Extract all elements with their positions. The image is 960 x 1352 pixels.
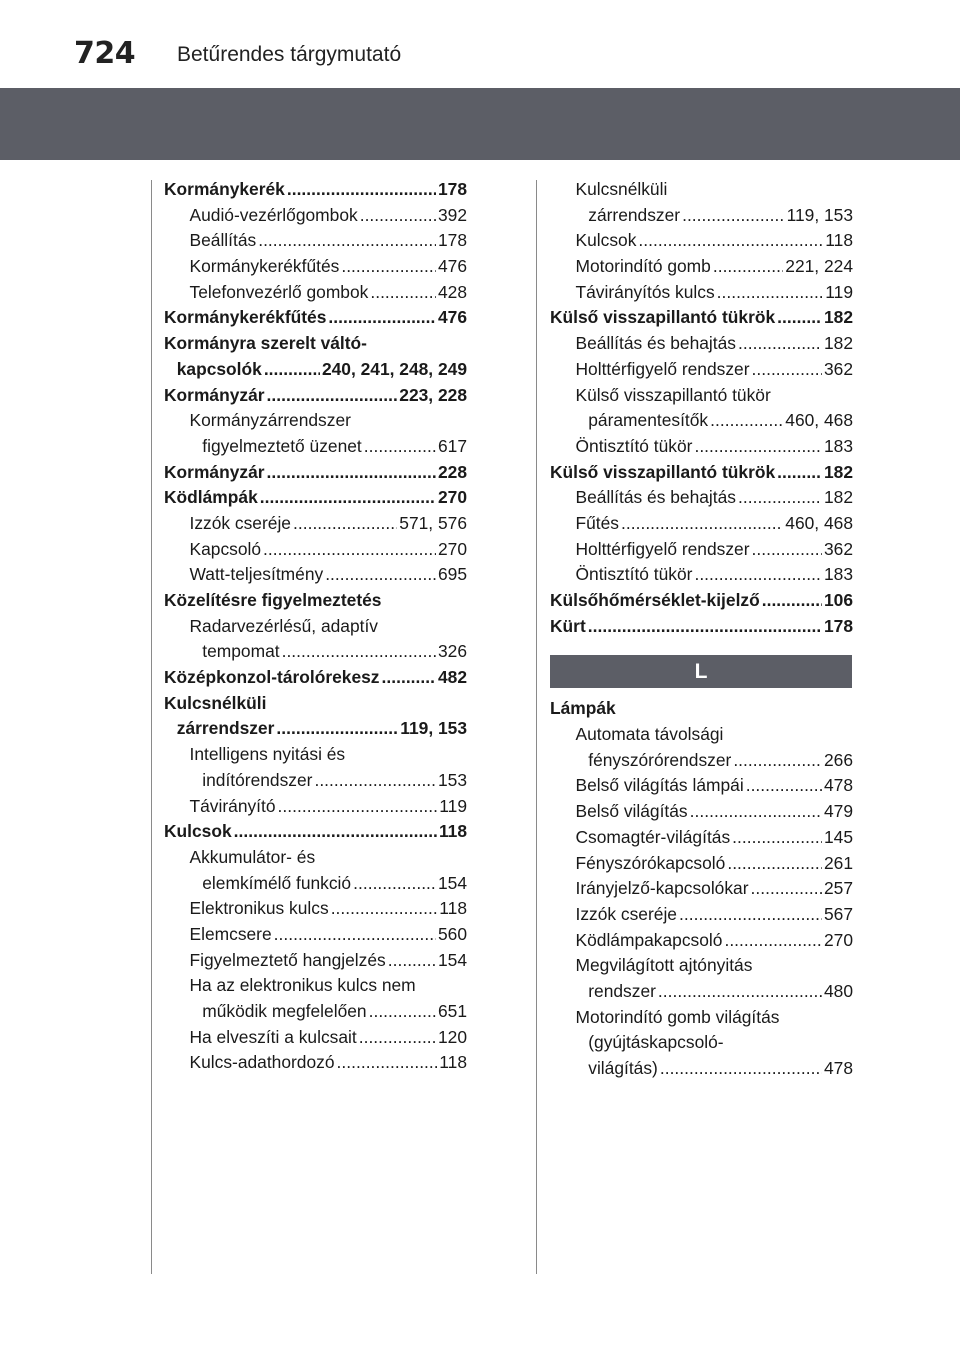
index-entry-label: Kormányzár (164, 384, 265, 405)
index-entry (164, 280, 467, 306)
dot-leader (258, 228, 436, 254)
dot-leader (369, 999, 436, 1025)
index-entry (164, 768, 467, 794)
index-entry (164, 254, 467, 280)
page-number: 724 (74, 36, 136, 71)
index-entry-pages: 182 (823, 461, 853, 482)
index-entry (550, 773, 853, 799)
index-entry (550, 588, 853, 614)
index-entry (550, 203, 853, 229)
dot-leader (738, 331, 822, 357)
index-entry-label: Külső visszapillantó tükör (575, 384, 771, 405)
dot-leader (733, 748, 822, 774)
index-entry (550, 434, 853, 460)
index-entry (164, 948, 467, 974)
index-entry-label: működik megfelelően (202, 1001, 367, 1021)
index-entry-pages: 362 (823, 358, 853, 379)
dot-leader (690, 799, 822, 825)
dot-leader (359, 1025, 436, 1051)
index-entry-pages: 118 (439, 898, 467, 919)
index-entry (550, 254, 853, 280)
index-entry (164, 562, 467, 588)
index-entry (550, 1005, 853, 1031)
index-entry-label: Öntisztító tükör (575, 564, 693, 585)
index-entry-label: Ha az elektronikus kulcs nem (189, 975, 416, 996)
index-entry-pages: 153 (437, 769, 467, 790)
dot-leader (234, 819, 437, 845)
dot-leader (278, 794, 438, 820)
index-entry-pages: 261 (823, 852, 853, 873)
dot-leader (738, 485, 822, 511)
index-entry-pages: 476 (437, 307, 467, 328)
index-entry-label: (gyújtáskapcsoló- (588, 1032, 724, 1053)
index-entry-label: Belső világítás lámpái (575, 775, 744, 796)
index-entry-pages: 257 (823, 878, 853, 899)
index-entry-pages: 560 (437, 923, 467, 944)
dot-leader (732, 825, 822, 851)
index-entry (164, 896, 467, 922)
dot-leader (287, 177, 436, 203)
dot-leader (263, 537, 436, 563)
dot-leader (724, 928, 822, 954)
index-entry-label: Kormánykerék (164, 179, 285, 199)
index-column-left (164, 177, 467, 1076)
index-entry-label: Lámpák (550, 698, 616, 719)
index-entry (164, 794, 467, 820)
index-entry (164, 408, 467, 434)
index-entry (550, 722, 853, 748)
index-entry-label: Motorindító gomb (575, 256, 711, 277)
index-entry (164, 203, 467, 229)
index-entry-label: Ködlámpák (164, 487, 258, 508)
index-entry-pages: 478 (823, 775, 853, 796)
index-entry-label: Intelligens nyitási és (189, 744, 346, 765)
index-entry-label: Motorindító gomb világítás (575, 1006, 780, 1027)
index-entry (164, 871, 467, 897)
index-entry-label: Kulcsok (575, 230, 637, 251)
index-entry-pages: 479 (823, 801, 853, 822)
index-entry (164, 357, 467, 383)
index-entry (550, 177, 853, 203)
index-entry-pages: 120 (437, 1026, 467, 1047)
index-entry (550, 851, 853, 877)
index-entry-pages: 476 (437, 256, 467, 277)
dot-leader (679, 902, 822, 928)
index-entry-pages: 482 (437, 667, 467, 688)
index-entry (550, 228, 853, 254)
index-entry-pages: 119, 153 (400, 718, 467, 739)
dot-leader (267, 460, 436, 486)
index-entry-pages: 270 (437, 538, 467, 559)
index-entry (164, 460, 467, 486)
index-entry-pages: 178 (823, 615, 853, 636)
index-entry-label: Kormánykerékfűtés (164, 307, 327, 328)
index-entry-label: Ködlámpakapcsoló (575, 929, 723, 950)
index-entry-label: Kulcsnélküli (575, 179, 668, 199)
index-entry (164, 691, 467, 717)
index-entry-label: Belső világítás (575, 801, 688, 822)
index-entry-pages: 460, 468 (785, 410, 853, 431)
dot-leader (751, 876, 822, 902)
index-entry-pages: 178 (437, 179, 467, 199)
index-entry (164, 819, 467, 845)
index-entry-pages: 182 (823, 333, 853, 354)
index-entry (550, 953, 853, 979)
dot-leader (388, 948, 436, 974)
page-header (0, 0, 960, 88)
dot-leader (293, 511, 397, 537)
index-entry (550, 1030, 853, 1056)
index-entry (550, 1056, 853, 1082)
index-entry-label: Fényszórókapcsoló (575, 852, 726, 873)
index-entry-label: Távirányító (189, 795, 276, 816)
index-entry-pages: 118 (825, 230, 853, 251)
index-entry-label: tempomat (202, 641, 280, 662)
dot-leader (638, 228, 823, 254)
index-entry-pages: 221, 224 (785, 256, 853, 277)
index-entry (550, 748, 853, 774)
index-entry-label: Holttérfigyelő rendszer (575, 538, 750, 559)
index-list-k-continued (550, 177, 853, 639)
index-entry-label: figyelmeztető üzenet (202, 435, 362, 456)
index-entry-pages: 392 (437, 204, 467, 225)
index-entry-pages: 362 (823, 538, 853, 559)
dot-leader (337, 1050, 438, 1076)
index-entry (550, 825, 853, 851)
index-entry (550, 460, 853, 486)
index-entry (550, 511, 853, 537)
index-entry-pages: 266 (823, 749, 853, 770)
index-entry (550, 614, 853, 640)
dot-leader (713, 254, 783, 280)
index-entry-label: Közelítésre figyelmeztetés (164, 590, 382, 610)
index-entry (550, 876, 853, 902)
index-entry (550, 979, 853, 1005)
section-letter-bar: L (550, 655, 852, 688)
index-entry (550, 357, 853, 383)
index-entry-label: Távirányítós kulcs (575, 281, 715, 302)
index-entry-label: páramentesítők (588, 410, 709, 431)
index-entry-pages: 119, 153 (786, 204, 853, 225)
index-entry-pages: 270 (437, 487, 467, 508)
index-entry-label: Elektronikus kulcs (189, 898, 329, 919)
index-entry (164, 331, 467, 357)
index-entry-label: Öntisztító tükör (575, 435, 693, 456)
index-entry-pages: 106 (823, 590, 853, 610)
index-entry (550, 408, 853, 434)
dot-leader (276, 716, 398, 742)
dot-leader (370, 280, 436, 306)
index-entry-pages: 326 (437, 641, 467, 662)
index-entry (550, 537, 853, 563)
index-entry-label: Csomagtér-világítás (575, 826, 731, 847)
index-entry-pages: 270 (823, 929, 853, 950)
dot-leader (353, 871, 436, 897)
index-entry-label: Kapcsoló (189, 538, 262, 559)
dot-leader (746, 773, 822, 799)
index-entry (164, 1025, 467, 1051)
index-entry-pages: 571, 576 (399, 512, 467, 533)
index-entry (164, 845, 467, 871)
index-entry-label: Holttérfigyelő rendszer (575, 358, 750, 379)
index-entry (550, 280, 853, 306)
index-entry-pages: 480 (823, 980, 853, 1001)
index-entry-pages: 183 (823, 564, 853, 585)
dot-leader (364, 434, 436, 460)
index-entry-label: világítás) (588, 1058, 658, 1078)
dot-leader (777, 305, 822, 331)
index-entry-label: Irányjelző-kapcsolókar (575, 878, 749, 899)
index-entry-label: Beállítás (189, 230, 257, 251)
dot-leader (588, 614, 822, 640)
dot-leader (328, 305, 436, 331)
index-entry (164, 228, 467, 254)
index-entry-label: zárrendszer (588, 204, 681, 225)
index-entry (164, 999, 467, 1025)
index-entry-label: Külsőhőmérséklet-kijelző (550, 590, 760, 610)
dot-leader (360, 203, 436, 229)
dot-leader (325, 562, 436, 588)
index-entry (164, 485, 467, 511)
dot-leader (341, 254, 436, 280)
index-entry-label: Izzók cseréje (189, 512, 291, 533)
dot-leader (751, 357, 822, 383)
index-entry (550, 331, 853, 357)
index-entry (164, 742, 467, 768)
page-title: Betűrendes tárgymutató (177, 43, 402, 66)
index-entry (164, 383, 467, 409)
index-entry-pages: 178 (437, 230, 467, 251)
index-entry-label: Kormányzár (164, 461, 265, 482)
dot-leader (264, 357, 320, 383)
index-entry-label: elemkímélő funkció (202, 872, 352, 893)
dot-leader (260, 485, 436, 511)
index-entry (164, 537, 467, 563)
index-entry-label: zárrendszer (176, 718, 275, 739)
index-entry-pages: 478 (823, 1058, 853, 1078)
index-list-l (550, 696, 853, 1081)
index-entry (550, 696, 853, 722)
index-entry (164, 305, 467, 331)
index-entry (550, 902, 853, 928)
index-entry-label: Beállítás és behajtás (575, 487, 736, 508)
index-entry (164, 511, 467, 537)
index-entry-pages: 695 (437, 564, 467, 585)
index-entry-pages: 460, 468 (785, 512, 853, 533)
index-entry (164, 588, 467, 614)
index-entry-label: kapcsolók (176, 358, 262, 379)
index-entry-label: Automata távolsági (575, 724, 724, 745)
index-entry-label: Kulcsok (164, 821, 232, 842)
index-entry-pages: 118 (439, 1052, 467, 1073)
index-entry-label: Külső visszapillantó tükrök (550, 461, 776, 482)
header-band (0, 88, 960, 160)
index-entry-label: Ha elveszíti a kulcsait (189, 1026, 357, 1047)
index-entry-pages: 428 (437, 281, 467, 302)
index-entry-pages: 154 (437, 872, 467, 893)
index-entry-label: indítórendszer (202, 769, 313, 790)
dot-leader (682, 203, 785, 229)
index-entry (164, 614, 467, 640)
dot-leader (267, 383, 398, 409)
dot-leader (762, 588, 822, 614)
index-entry-label: Megvilágított ajtónyitás (575, 955, 753, 976)
index-entry (164, 434, 467, 460)
index-entry-pages: 145 (823, 826, 853, 847)
index-entry-label: Akkumulátor- és (189, 846, 316, 867)
index-entry-pages: 228 (437, 461, 467, 482)
index-entry-pages: 183 (823, 435, 853, 456)
index-entry-pages: 223, 228 (399, 384, 467, 405)
index-entry-label: Középkonzol-tárolórekesz (164, 667, 380, 688)
dot-leader (314, 768, 436, 794)
index-entry (164, 177, 467, 203)
index-entry (550, 383, 853, 409)
index-entry-pages: 182 (823, 307, 853, 328)
index-entry-label: Külső visszapillantó tükrök (550, 307, 776, 328)
index-entry-pages: 617 (437, 435, 467, 456)
index-entry-label: Izzók cseréje (575, 903, 677, 924)
index-entry-label: Kormánykerékfűtés (189, 256, 340, 277)
index-entry-pages: 118 (438, 821, 467, 842)
index-entry-label: Beállítás és behajtás (575, 333, 736, 354)
dot-leader (660, 1056, 822, 1082)
index-entry-label: Kulcs-adathordozó (189, 1052, 335, 1073)
index-entry-label: Audió-vezérlőgombok (189, 204, 358, 225)
index-entry-label: Radarvezérlésű, adaptív (189, 615, 379, 636)
index-entry (550, 799, 853, 825)
dot-leader (621, 511, 783, 537)
index-entry (164, 639, 467, 665)
index-entry-pages: 182 (823, 487, 853, 508)
dot-leader (274, 922, 436, 948)
dot-leader (717, 280, 824, 306)
dot-leader (282, 639, 436, 665)
dot-leader (382, 665, 436, 691)
dot-leader (751, 537, 822, 563)
index-entry-label: Kormányra szerelt váltó- (164, 333, 367, 354)
index-entry-label: Watt-teljesítmény (189, 564, 324, 585)
dot-leader (331, 896, 438, 922)
dot-leader (727, 851, 822, 877)
index-entry-pages: 154 (437, 949, 467, 970)
index-entry-label: Elemcsere (189, 923, 272, 944)
index-entry-label: Figyelmeztető hangjelzés (189, 949, 386, 970)
dot-leader (710, 408, 783, 434)
index-entry-pages: 119 (825, 281, 853, 302)
index-entry-label: Kormányzárrendszer (189, 410, 351, 431)
index-entry (164, 716, 467, 742)
index-entry-label: Kürt (550, 615, 586, 636)
index-column-right (550, 177, 853, 1082)
index-entry (164, 922, 467, 948)
index-entry-pages: 240, 241, 248, 249 (321, 358, 467, 379)
dot-leader (694, 562, 822, 588)
index-entry-pages: 567 (823, 903, 853, 924)
index-entry-label: Fűtés (575, 512, 619, 533)
index-entry-pages: 119 (439, 795, 467, 816)
index-entry-pages: 651 (437, 1001, 467, 1021)
index-entry (164, 973, 467, 999)
index-entry (164, 1050, 467, 1076)
index-entry (164, 665, 467, 691)
index-entry-label: fényszórórendszer (588, 749, 732, 770)
index-entry-label: Kulcsnélküli (164, 692, 267, 713)
right-column-rule (536, 180, 537, 1274)
index-entry (550, 928, 853, 954)
index-entry-label: Telefonvezérlő gombok (189, 281, 369, 302)
index-entry (550, 305, 853, 331)
dot-leader (658, 979, 822, 1005)
index-entry (550, 562, 853, 588)
dot-leader (777, 460, 822, 486)
index-entry (550, 485, 853, 511)
dot-leader (694, 434, 822, 460)
left-column-rule (151, 180, 152, 1274)
index-entry-label: rendszer (588, 980, 656, 1001)
